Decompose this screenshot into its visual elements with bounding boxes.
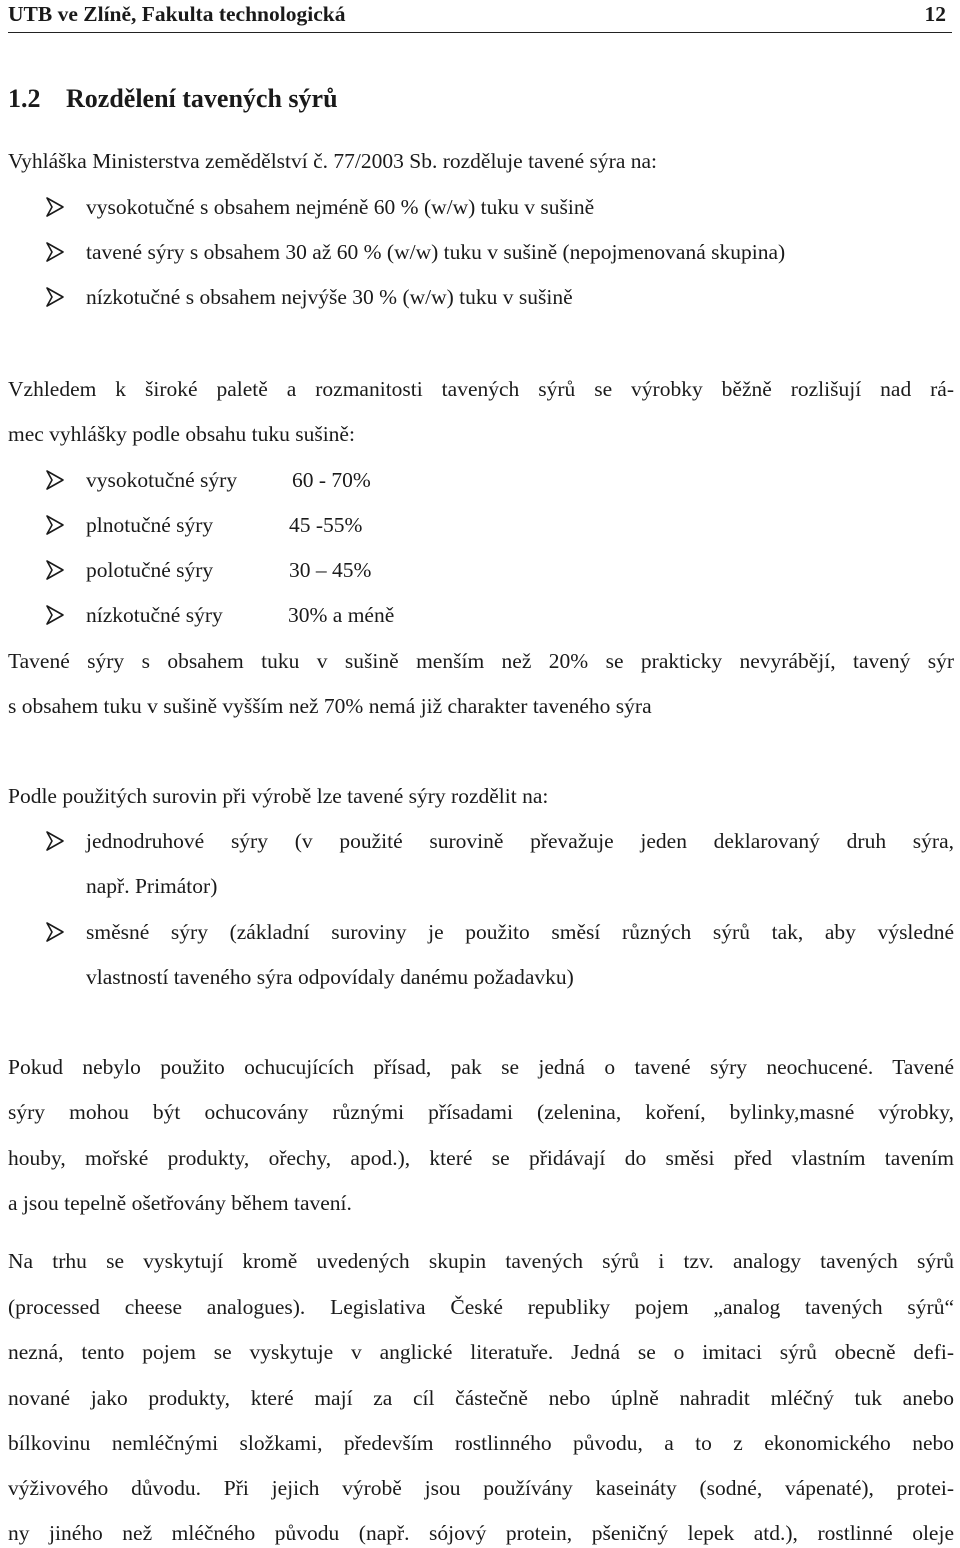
section-heading xyxy=(8,84,338,114)
fat-category-value: 60 - 70% xyxy=(292,468,371,492)
page-header xyxy=(8,0,952,33)
fat-category-label: polotučné sýry xyxy=(86,558,214,582)
paragraph-line: Podle použitých surovin při výrobě lze tavené sýry rozdělit na: xyxy=(8,784,549,808)
fat-category-value: 30% a méně xyxy=(288,603,395,627)
fat-category-label: vysokotučné sýry xyxy=(86,468,238,492)
intro-paragraph: Vyhláška Ministerstva zemědělství č. 77/2003 Sb. rozděluje tavené sýra na: xyxy=(8,149,658,173)
list-item: nízkotučné s obsahem nejvýše 30 % (w/w) tuku v sušině xyxy=(86,285,573,309)
fat-category-label: plnotučné sýry xyxy=(86,513,214,537)
paragraph-line: a jsou tepelně ošetřovány během tavení. xyxy=(8,1191,352,1215)
page-number: 12 xyxy=(924,2,946,26)
section-number: 1.2 xyxy=(8,84,41,113)
list-item: jednodruhové sýry (v použité surovině převažuje jeden deklarovaný druh sýra, xyxy=(86,829,954,853)
header-institution: UTB ve Zlíně, Fakulta technologická xyxy=(8,2,346,26)
list-item: vysokotučné s obsahem nejméně 60 % (w/w) tuku v sušině xyxy=(86,195,595,219)
section-title: Rozdělení tavených sýrů xyxy=(66,84,338,113)
arrow-bullet-icon xyxy=(44,921,66,943)
list-item: tavené sýry s obsahem 30 až 60 % (w/w) tuku v sušině (nepojmenovaná skupina) xyxy=(86,240,786,264)
paragraph-line: (processed cheese analogues). Legislativa České republiky pojem „analog tavených sýrů“ xyxy=(8,1295,954,1319)
arrow-bullet-icon xyxy=(44,469,66,491)
arrow-bullet-icon xyxy=(44,286,66,308)
paragraph-line: Pokud nebylo použito ochucujících přísad, pak se jedná o tavené sýry neochucené. Tavené xyxy=(8,1055,954,1079)
paragraph-line: Na trhu se vyskytují kromě uvedených skupin tavených sýrů i tzv. analogy tavených sýrů xyxy=(8,1249,954,1273)
fat-category-value: 30 – 45% xyxy=(289,558,372,582)
arrow-bullet-icon xyxy=(44,514,66,536)
arrow-bullet-icon xyxy=(44,241,66,263)
paragraph-line: sýry mohou být ochucovány různými přísadami (zelenina, koření, bylinky,masné výrobky, xyxy=(8,1100,954,1124)
list-item: směsné sýry (základní suroviny je použito směsí různých sýrů tak, aby výsledné xyxy=(86,920,954,944)
fat-category-value: 45 -55% xyxy=(289,513,363,537)
paragraph-line: Vzhledem k široké paletě a rozmanitosti tavených sýrů se výrobky běžně rozlišují nad rá- xyxy=(8,377,954,401)
paragraph-line: Tavené sýry s obsahem tuku v sušině menším než 20% se prakticky nevyrábějí, tavený sýr xyxy=(8,649,954,673)
fat-category-label: nízkotučné sýry xyxy=(86,603,223,627)
arrow-bullet-icon xyxy=(44,830,66,852)
list-item-continuation: např. Primátor) xyxy=(86,874,218,898)
paragraph-line: bílkovinu nemléčnými složkami, především rostlinného původu, a to z ekonomického nebo xyxy=(8,1431,954,1455)
paragraph-line: výživového důvodu. Při jejich výrobě jsou používány kaseináty (sodné, vápenaté), protei- xyxy=(8,1476,954,1500)
arrow-bullet-icon xyxy=(44,196,66,218)
list-item-continuation: vlastností taveného sýra odpovídaly danému požadavku) xyxy=(86,965,574,989)
paragraph-line: ny jiného než mléčného původu (např. sójový protein, pšeničný lepek atd.), rostlinné oleje xyxy=(8,1521,954,1545)
paragraph-line: houby, mořské produkty, ořechy, apod.), které se přidávají do směsi před vlastním tavením xyxy=(8,1146,954,1170)
paragraph-line: nezná, tento pojem se vyskytuje v anglické literatuře. Jedná se o imitaci sýrů obecně defi- xyxy=(8,1340,954,1364)
paragraph-line: s obsahem tuku v sušině vyšším než 70% nemá již charakter taveného sýra xyxy=(8,694,652,718)
arrow-bullet-icon xyxy=(44,559,66,581)
arrow-bullet-icon xyxy=(44,604,66,626)
paragraph-line: nované jako produkty, které mají za cíl částečně nebo úplně nahradit mléčný tuk anebo xyxy=(8,1386,954,1410)
paragraph-line: mec vyhlášky podle obsahu tuku sušině: xyxy=(8,422,355,446)
